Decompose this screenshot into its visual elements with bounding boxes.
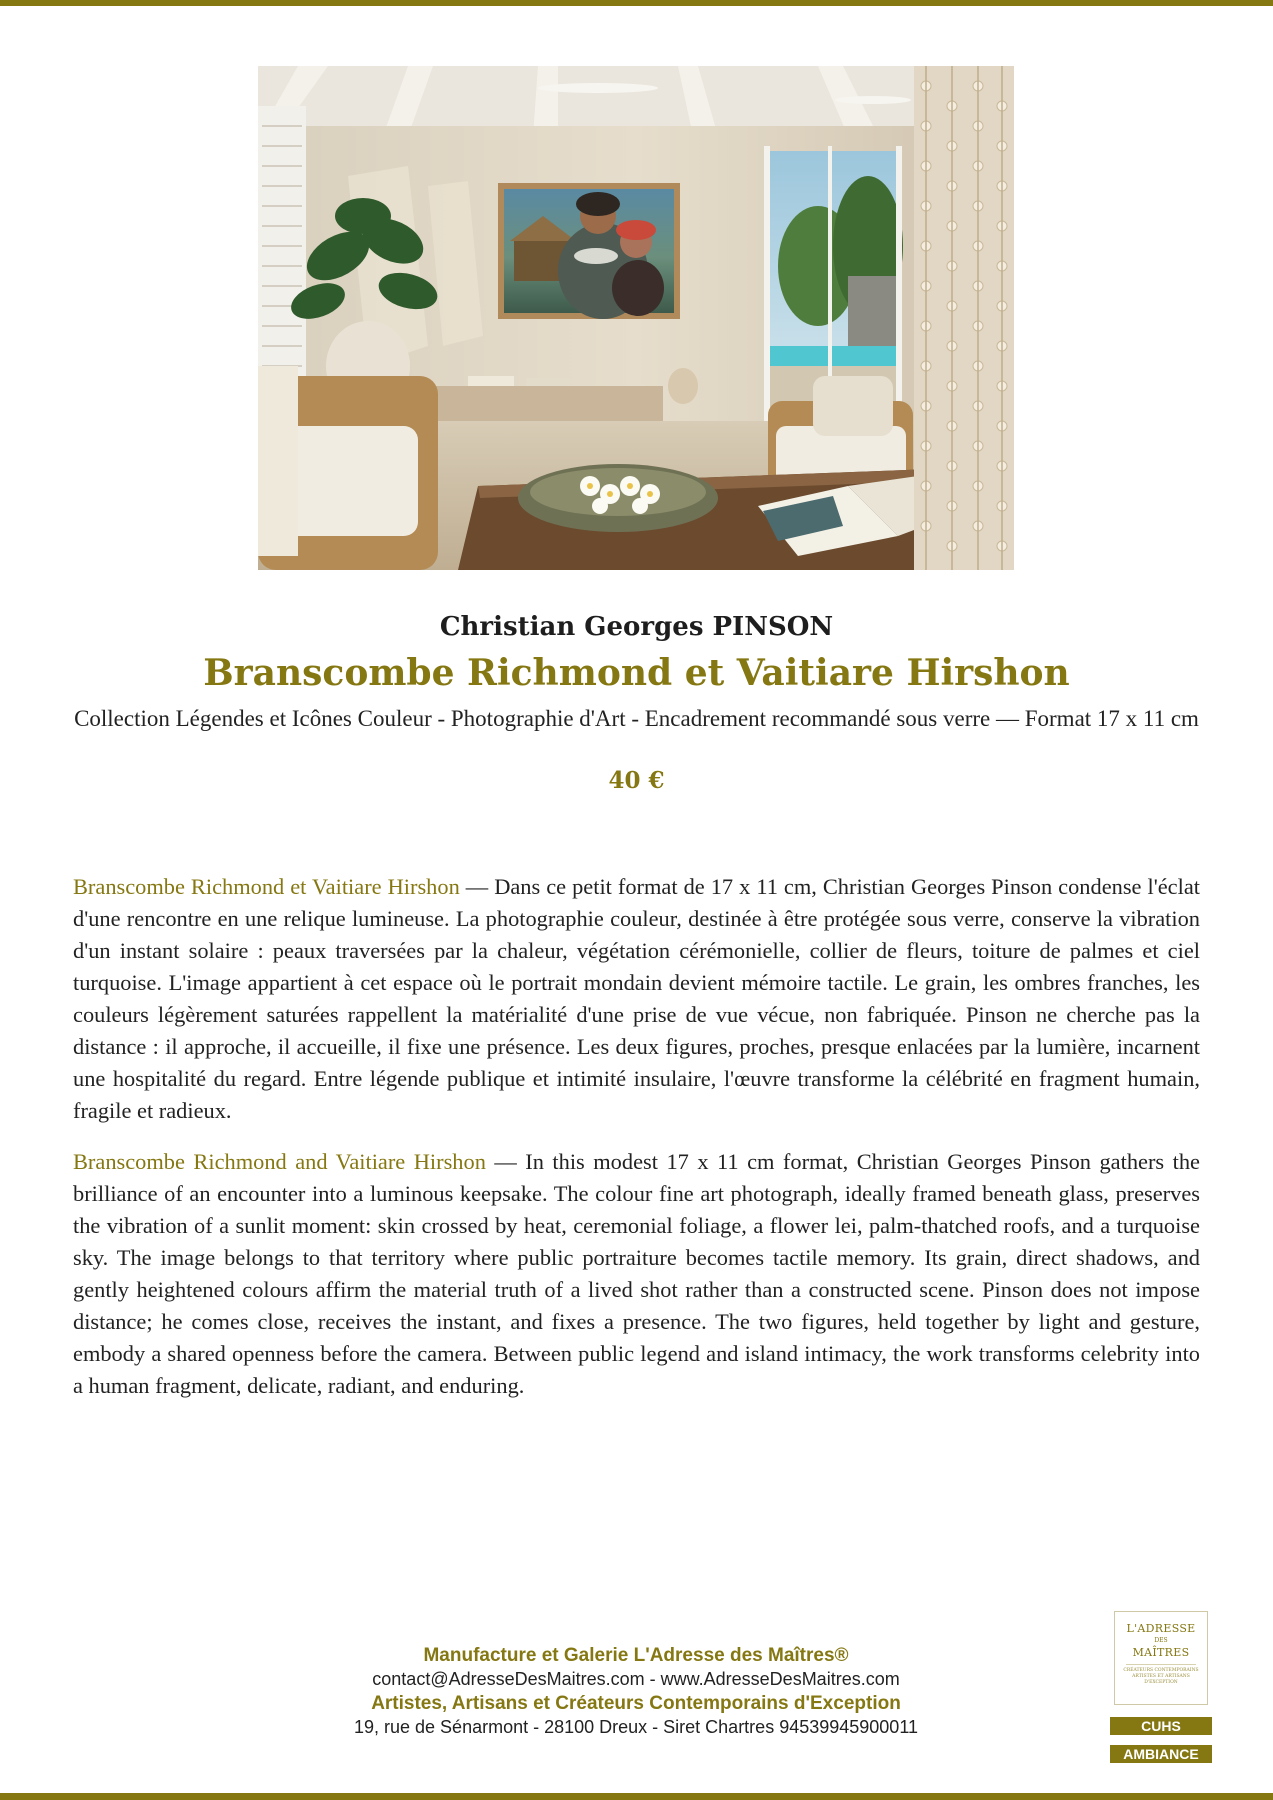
logo-line-2: DES [1154, 1637, 1168, 1644]
logo-line-3: MAÎTRES [1132, 1646, 1190, 1659]
description-fr [73, 871, 1200, 1127]
footer-gallery-name: Manufacture et Galerie L'Adresse des Maîtres® [423, 1645, 849, 1666]
top-border [0, 0, 1273, 6]
price: 40 € [608, 767, 665, 794]
footer [300, 1643, 972, 1739]
badge-cuhs: CUHS [1110, 1717, 1212, 1735]
description-en [73, 1146, 1200, 1402]
logo-line-1: L'ADRESSE [1126, 1622, 1196, 1635]
footer-contact[interactable]: contact@AdresseDesMaitres.com - www.AdresseDesMaitres.com [372, 1669, 900, 1689]
product-photo [258, 66, 1014, 570]
description-fr-lead: Branscombe Richmond et Vaitiare Hirshon [73, 874, 460, 899]
logo-divider [1126, 1664, 1196, 1665]
description-en-text: — In this modest 17 x 11 cm format, Christian Georges Pinson gathers the brilliance of an encounter into a luminous keepsake. The colour fine art photograph, ideally framed beneath glass, preserves the vibration of a sunlit moment: skin crossed by heat, ceremonial foliage, a flower lei, palm-thatched roofs, and a turquoise sky. The image belongs to that territory where public portraiture becomes tactile memory. Its grain, direct shadows, and gently heightened colours affirm the material truth of a lived shot rather than a constructed scene. Pinson does not impose distance; he comes close, receives the instant, and fixes a presence. The two figures, held together by light and gesture, embody a shared openness before the camera. Between public legend and island intimacy, the work transforms celebrity into a human fragment, delicate, radiant, and enduring. [73, 1149, 1200, 1398]
bottom-border [0, 1793, 1273, 1800]
artwork-title: Branscombe Richmond et Vaitiare Hirshon [203, 652, 1070, 694]
description-fr-text: — Dans ce petit format de 17 x 11 cm, Christian Georges Pinson condense l'éclat d'une rencontre en une relique lumineuse. La photographie couleur, destinée à être protégée sous verre, conserve la vibration d'un instant solaire : peaux traversées par la chaleur, végétation cérémonielle, collier de fleurs, toiture de palmes et ciel turquoise. L'image appartient à cet espace où le portrait mondain devient mémoire tactile. Le grain, les ombres franches, les couleurs légèrement saturées rappellent la matérialité d'une prise de vue vécue, non fabriquée. Pinson ne cherche pas la distance : il approche, il accueille, il fixe une présence. Les deux figures, proches, presque enlacées par la lumière, incarnent une hospitalité du regard. Entre légende publique et intimité insulaire, l'œuvre transforme la célébrité en fragment humain, fragile et radieux. [73, 874, 1200, 1123]
footer-tagline: Artistes, Artisans et Créateurs Contemporains d'Exception [371, 1693, 901, 1714]
artwork-subtitle: Collection Légendes et Icônes Couleur - Photographie d'Art - Encadrement recommandé sous verre — Format 17 x 11 cm [74, 706, 1199, 731]
logo-line-4: CRÉATEURS CONTEMPORAINS ARTISTES ET ARTISANS D'EXCEPTION [1123, 1668, 1199, 1685]
artist-name: Christian Georges PINSON [439, 612, 834, 642]
badge-ambiance: AMBIANCE [1110, 1745, 1212, 1763]
gallery-logo [1114, 1611, 1208, 1705]
description-en-lead: Branscombe Richmond and Vaitiare Hirshon [73, 1149, 486, 1174]
footer-address: 19, rue de Sénarmont - 28100 Dreux - Siret Chartres 94539945900011 [353, 1717, 919, 1737]
